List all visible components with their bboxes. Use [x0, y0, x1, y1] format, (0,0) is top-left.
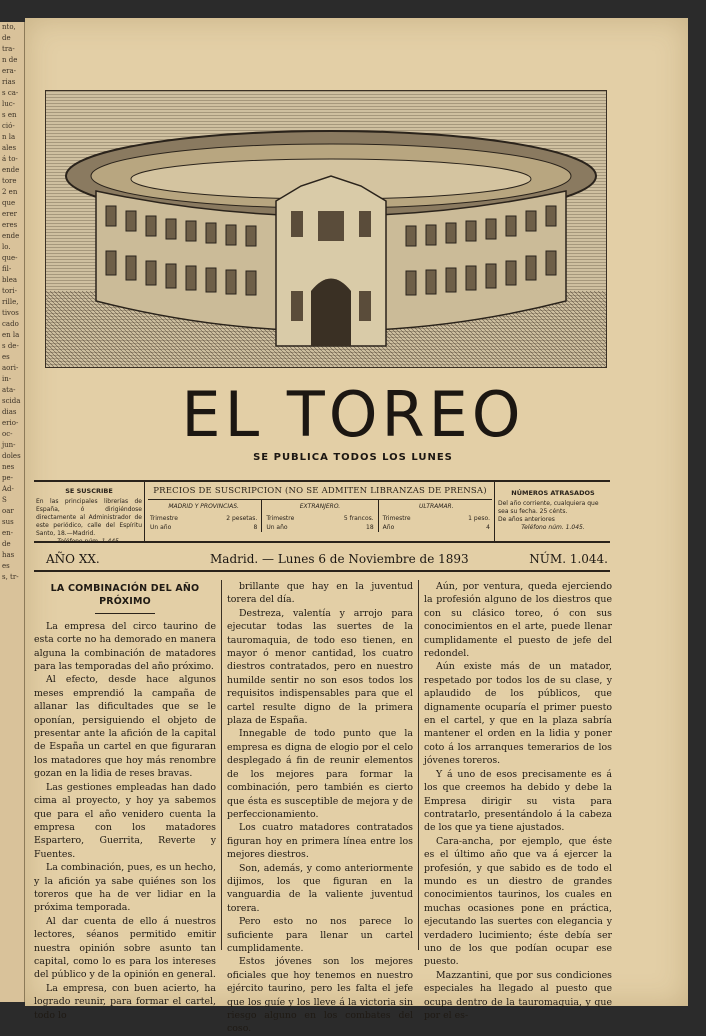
bullring-engraving — [45, 90, 607, 368]
adjacent-page-text-fragment: doles — [2, 452, 21, 460]
column-divider — [418, 580, 419, 950]
adjacent-page-text-fragment: cado — [2, 320, 19, 328]
adjacent-page-text-fragment: scida — [2, 397, 21, 405]
adjacent-page-text-fragment: pe- — [2, 474, 13, 482]
article-paragraph: Aún, por ventura, queda ejerciendo la profesión alguno de los diestros que con su clásico toreo, ó con sus conocimientos en el arte, puede llenar cumplidamente el puesto de jefe del redondel. — [424, 581, 612, 660]
adjacent-page-text-fragment: s ca- — [2, 89, 19, 97]
adjacent-page-text-fragment: Ad- — [2, 485, 14, 493]
adjacent-page-text-fragment: n de — [2, 56, 18, 64]
back-issues-box — [498, 489, 608, 532]
adjacent-page-text-fragment: s, tr- — [2, 573, 19, 581]
price-row: Un año 8 — [150, 524, 258, 531]
adjacent-page-text-fragment: n la — [2, 133, 16, 141]
subscribe-phone: Teléfono núm. 1.445. — [57, 538, 121, 545]
adjacent-page-text-fragment: oc- — [2, 430, 13, 438]
article-paragraph: Mazzantini, que por sus condiciones especiales ha llegado al puesto que ocupa dentro de la tauromaquia, y que por el es- — [424, 969, 612, 1021]
adjacent-page-text-fragment: tra- — [2, 45, 15, 53]
adjacent-page-text-fragment: rias — [2, 78, 16, 86]
price-column-title: ULTRAMAR. — [419, 503, 454, 510]
prices-heading: PRECIOS DE SUSCRIPCION (NO SE ADMITEN LIBRANZAS DE PRENSA) — [153, 486, 487, 496]
adjacent-page-text-fragment: fil- — [2, 265, 12, 273]
back-issues-heading: NÚMEROS ATRASADOS — [511, 489, 595, 497]
adjacent-page-text-fragment: tore — [2, 177, 17, 185]
adjacent-page-edge — [0, 22, 25, 1002]
adjacent-page-text-fragment: ende — [2, 166, 20, 174]
adjacent-page-text-fragment: dias — [2, 408, 17, 416]
article-column-3 — [424, 580, 612, 1022]
article-paragraph: Pero esto no nos parece lo suficiente para llenar un cartel cumplidamente. — [227, 916, 413, 954]
adjacent-page-text-fragment: ales — [2, 144, 17, 152]
article-paragraph: La empresa, con buen acierto, ha logrado reunir, para formar el cartel, todo lo — [34, 982, 216, 1021]
article-paragraph: Son, además, y como anteriormente dijimos, los que figuran en la vanguardia de la valiente juventud torera. — [227, 862, 413, 914]
adjacent-page-text-fragment: erio- — [2, 419, 19, 427]
adjacent-page-text-fragment: que- — [2, 254, 18, 262]
heading-rule — [95, 613, 155, 614]
adjacent-page-text-fragment: ata- — [2, 386, 16, 394]
price-row: Un año 18 — [266, 524, 374, 531]
price-row: Año 4 — [382, 524, 490, 531]
adjacent-page-text-fragment: S — [2, 496, 7, 504]
article-paragraph: Las gestiones empleadas han dado cima al proyecto, y hoy ya sabemos que para el año venidero cuenta la empresa con los matadores Espartero, Guerrita, Reverte y Fuentes. — [34, 781, 216, 860]
info-band-top-rule — [34, 480, 610, 482]
price-row: Trimestre 2 pesetas. — [150, 515, 258, 522]
back-issues-line: De años anteriores — [498, 516, 555, 523]
article-column-1 — [34, 580, 216, 1022]
adjacent-page-text-fragment: blea — [2, 276, 18, 284]
article-paragraph: La empresa del circo taurino de esta corte no ha demorado en manera alguna la combinación de matadores para las temporadas del año próximo. — [34, 620, 216, 673]
article-paragraph: Innegable de todo punto que la empresa es digna de elogio por el celo desplegado á fin de reunir elementos de los mejores para formar la combinación, pero también es cierto que ésta es susceptible de mejora y de perfeccionamiento. — [227, 728, 413, 820]
article-paragraph: Estos jóvenes son los mejores oficiales que hoy tenemos en nuestro ejército taurino, pero les falta el jefe que los guíe y los lleve á la victoria sin riesgo alguno en los combates del coso. — [227, 956, 413, 1035]
adjacent-page-text-fragment: s en — [2, 111, 17, 119]
article-paragraph: Al dar cuenta de ello á nuestros lectores, séanos permitido emitir nuestra opinión sobre asunto tan capital, como lo es para los intereses del público y de la opinión en general. — [34, 915, 216, 981]
article-paragraph: La combinación, pues, es un hecho, y la afición ya sabe quiénes son los toreros que ha de ver lidiar en la próxima temporada. — [34, 862, 216, 914]
masthead-title: EL TOREO — [181, 378, 525, 451]
subscribe-body: En las principales librerías de España, ó dirigiéndose directamente al Administrador de este periódico, calle del Espíritu Santo, 18.—Madrid. — [36, 498, 142, 537]
adjacent-page-text-fragment: era- — [2, 67, 17, 75]
adjacent-page-text-fragment: tori- — [2, 287, 17, 295]
adjacent-page-text-fragment: ende — [2, 232, 20, 240]
adjacent-page-text-fragment: erer — [2, 210, 17, 218]
adjacent-page-text-fragment: nto, — [2, 23, 16, 31]
info-band-divider — [494, 482, 495, 541]
masthead-tagline: SE PUBLICA TODOS LOS LUNES — [253, 452, 453, 463]
back-issues-line: Del año corriente, cualquiera que sea su fecha. 25 cénts. — [498, 500, 599, 515]
adjacent-page-text-fragment: luc- — [2, 100, 16, 108]
adjacent-page-text-fragment: ció- — [2, 122, 15, 130]
article-paragraph: Cara-ancha, por ejemplo, que éste es el último año que va á ejercer la profesión, y que sabido es de todo el mundo es un diestro de grandes conocimientos taurinos, los cuales en muchas ocasiones pone en práctica, ejecutando las suertes con elegancia y verdadero lucimiento; éste debía ser uno de los que podían ocupar ese puesto. — [424, 835, 612, 968]
adjacent-page-text-fragment: en- — [2, 529, 14, 537]
price-column-ultramar — [379, 500, 492, 532]
article-paragraph: brillante que hay en la juventud torera del día. — [227, 581, 413, 606]
subscribe-box — [36, 487, 142, 546]
adjacent-page-text-fragment: s de- — [2, 342, 19, 350]
price-column-title: MADRID Y PROVINCIAS. — [168, 503, 239, 510]
adjacent-page-text-fragment: aori- — [2, 364, 19, 372]
prices-box — [148, 486, 492, 532]
adjacent-page-text-fragment: nes — [2, 463, 15, 471]
article-paragraph: Aún existe más de un matador, respetado por todos los de su clase, y aplaudido de los públicos, que dignamente ocuparía el primer puesto en el cartel, y que en la plaza sabría mantener el orden en la lidia y poner coto á los arranques temerarios de los jóvenes toreros. — [424, 661, 612, 767]
price-row: Trimestre 1 peso. — [382, 515, 490, 522]
adjacent-page-text-fragment: en la — [2, 331, 20, 339]
article-column-2 — [227, 580, 413, 1036]
article-paragraph: Destreza, valentía y arrojo para ejecutar todas las suertes de la tauromaquia, de todo eso tienen, en mayor ó menor cantidad, los cuatro diestros contratados, pero en nuestro humilde sentir no son esos todos los requisitos indispensables para que el cartel resulte digno de la primera plaza de España. — [227, 607, 413, 727]
price-column-extranjero — [262, 500, 378, 532]
adjacent-page-text-fragment: sus — [2, 518, 14, 526]
adjacent-page-text-fragment: de — [2, 34, 11, 42]
article-paragraph: Y á uno de esos precisamente es á los que creemos ha debido y debe la Empresa dirigir su vista para contratarlo, presentándolo á la cabeza de los que ya tiene ajustados. — [424, 768, 612, 834]
adjacent-page-text-fragment: de — [2, 540, 11, 548]
price-column-title: EXTRANJERO. — [299, 503, 341, 510]
issue-number: NÚM. 1.044. — [529, 552, 608, 566]
adjacent-page-text-fragment: tivos — [2, 309, 19, 317]
adjacent-page-text-fragment: 2 en — [2, 188, 18, 196]
price-row: Trimestre 5 francos. — [266, 515, 374, 522]
year-label: AÑO XX. — [46, 552, 100, 566]
date-label: Madrid. — Lunes 6 de Noviembre de 1893 — [210, 552, 469, 566]
subscribe-heading: SE SUSCRIBE — [65, 487, 113, 495]
adjacent-page-text-fragment: es — [2, 353, 10, 361]
info-band-divider — [144, 482, 145, 541]
article-heading: LA COMBINACIÓN DEL AÑO PRÓXIMO — [50, 583, 200, 608]
adjacent-page-text-fragment: rille, — [2, 298, 19, 306]
adjacent-page-text-fragment: oar — [2, 507, 14, 515]
adjacent-page-text-fragment: jun- — [2, 441, 16, 449]
article-paragraph: Los cuatro matadores contratados figuran hoy en primera línea entre los mejores diestros. — [227, 822, 413, 861]
adjacent-page-text-fragment: que — [2, 199, 16, 207]
article-paragraph: Al efecto, desde hace algunos meses emprendió la campaña de allanar las dificultades que se le oponían, persiguiendo el objeto de presentar ante la afición de la capital de España un cartel en que figuraran los matadores que hoy más renombre gozan en la lidia de reses bravas. — [34, 674, 216, 780]
column-divider — [221, 580, 222, 950]
adjacent-page-text-fragment: eres — [2, 221, 18, 229]
adjacent-page-text-fragment: es — [2, 562, 10, 570]
back-issues-phone: Teléfono núm. 1.045. — [521, 524, 585, 531]
dateline-rule — [34, 570, 610, 572]
adjacent-page-text-fragment: á to- — [2, 155, 18, 163]
adjacent-page-text-fragment: in- — [2, 375, 12, 383]
adjacent-page-text-fragment: lo. — [2, 243, 11, 251]
price-column-madrid — [148, 500, 262, 532]
adjacent-page-text-fragment: has — [2, 551, 15, 559]
